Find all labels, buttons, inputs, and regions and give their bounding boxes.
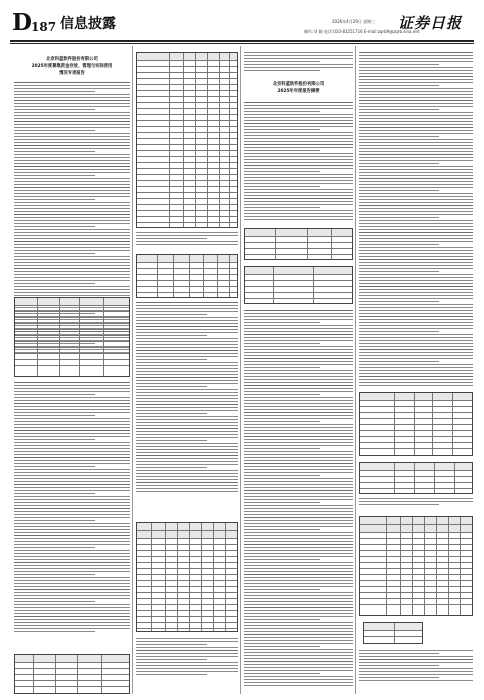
table-financial-data: [359, 392, 473, 456]
article-center-left-text-1: [136, 232, 238, 250]
article-center-left: [136, 52, 238, 696]
section-letter: D: [12, 9, 32, 36]
table-shareholders: [359, 516, 473, 616]
page-number: 187: [31, 20, 57, 34]
table-contact-info: [244, 266, 353, 304]
table-fund-summary: [136, 254, 238, 298]
masthead-rule: [10, 40, 474, 42]
article-left-subtitle: 情况专项报告: [59, 71, 85, 76]
article-right-text-1: [359, 52, 473, 388]
article-center-left-text-2: [136, 302, 238, 498]
section-title: 信息披露: [60, 16, 116, 32]
article-right-text-2: [359, 498, 473, 512]
table-left-bottom: [14, 654, 130, 694]
article-right-text-3: [359, 650, 473, 696]
column-divider: [355, 46, 356, 694]
article-right: [359, 52, 473, 696]
editor-line: 制作:刘 颖 电话:010-83251716 E-mail:zqrb9@zqrb.sina.net: [304, 29, 420, 34]
table-left-fund-usage: [14, 297, 130, 377]
issue-date: 2026年4月29日 星期三: [332, 19, 376, 24]
table-company-profile: [244, 228, 353, 260]
article-center-left-text-3: [136, 638, 238, 692]
article-center-title: 2025年年度报告摘要: [277, 89, 320, 94]
table-quarterly-data: [359, 462, 473, 494]
newspaper-logo: 证券日报: [398, 14, 463, 32]
table-change-projects: [136, 522, 238, 632]
column-divider: [240, 46, 241, 694]
article-center-text-top: [244, 52, 353, 76]
article-left: [14, 52, 130, 696]
article-left-title: 2025年度募集资金存放、管理与实际使用: [31, 64, 113, 69]
masthead: [0, 0, 484, 40]
table-fund-projects: [136, 52, 238, 228]
column-divider: [132, 46, 133, 694]
article-center-text-2: [244, 310, 353, 696]
article-center-text-1: [244, 102, 353, 222]
article-left-text-block-2: [14, 382, 130, 642]
article-center-company: 北京科蓝软件股份有限公司: [272, 82, 325, 87]
table-ownership-diagram: [363, 622, 423, 644]
masthead-rule-thin: [10, 43, 474, 44]
article-center: [244, 52, 353, 696]
article-left-company: 北京科蓝软件股份有限公司: [46, 57, 98, 62]
